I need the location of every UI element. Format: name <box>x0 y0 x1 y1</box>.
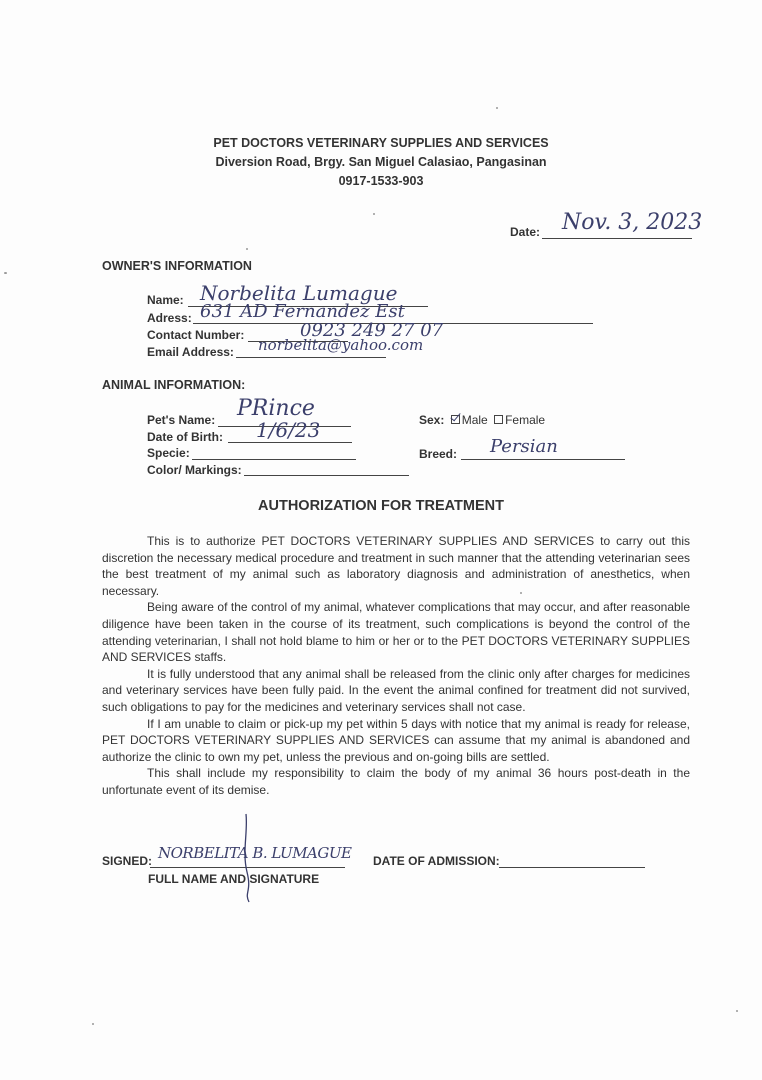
owner-address-value[interactable]: 631 AD Fernandez Est <box>200 301 405 322</box>
date-value[interactable]: Nov. 3, 2023 <box>562 210 703 235</box>
owner-contact-value[interactable]: 0923 249 27 07 <box>300 320 444 341</box>
scan-speck <box>373 213 375 215</box>
pet-name-label: Pet's Name: <box>147 413 216 427</box>
owner-name-value[interactable]: Norbelita Lumague <box>200 281 398 305</box>
authorization-paragraph: It is fully understood that any animal shall be released from the clinic only after charges for medicines and veterinary services have been fully paid. In the event the animal confined for treatment did not survived, such obligations to pay for the medicines and veterinary services shall not case. <box>102 666 690 714</box>
owner-name-label: Name: <box>147 293 184 307</box>
breed-value[interactable]: Persian <box>490 436 558 457</box>
dob-line <box>228 442 352 443</box>
sex-female-checkbox[interactable] <box>494 415 503 424</box>
scan-speck <box>92 1023 94 1025</box>
admission-line <box>499 867 645 868</box>
signed-label: SIGNED: <box>102 854 153 868</box>
scan-speck <box>4 272 7 274</box>
owner-email-label: Email Address: <box>147 345 234 359</box>
owner-email-line <box>236 357 386 358</box>
authorization-paragraph: This shall include my responsibility to claim the body of my animal 36 hours post-death in the unfortunate event of its demise. <box>102 766 690 797</box>
authorization-paragraph: If I am unable to claim or pick-up my pet within 5 days with notice that my animal is ready for release, PET DOCTORS VETERINARY SUPPLIES AND SERVICES can assume that my animal is abandoned and authorize the clinic to own my pet, unless the previous and on-going bills are settled. <box>102 716 690 764</box>
specie-label: Specie: <box>147 446 190 460</box>
sex-female-label: Female <box>505 413 546 427</box>
dob-value[interactable]: 1/6/23 <box>256 418 321 442</box>
clinic-phone: 0917-1533-903 <box>338 174 424 188</box>
breed-line <box>461 459 625 460</box>
pet-name-value[interactable]: PRince <box>237 396 315 421</box>
sex-male-checkbox[interactable] <box>451 415 460 424</box>
breed-label: Breed: <box>419 447 458 461</box>
signature-flourish <box>236 812 256 904</box>
admission-label: DATE OF ADMISSION: <box>373 854 500 868</box>
scan-speck <box>736 1010 738 1012</box>
color-line <box>244 475 409 476</box>
clinic-address: Diversion Road, Brgy. San Miguel Calasiao, Pangasinan <box>215 155 547 169</box>
date-label: Date: <box>510 225 541 239</box>
clinic-name: PET DOCTORS VETERINARY SUPPLIES AND SERVICES <box>213 136 549 150</box>
owner-email-value[interactable]: norbelita@yahoo.com <box>258 336 424 354</box>
signature-value[interactable]: NORBELITA B. LUMAGUE <box>158 844 352 862</box>
dob-label: Date of Birth: <box>147 430 223 444</box>
sex-label: Sex: <box>419 413 445 427</box>
sex-field <box>419 413 545 427</box>
authorization-paragraph: Being aware of the control of my animal, whatever complications that may occur, and after reasonable diligence have been taken in the course of its treatment, such complications is beyond the control of the attending veterinarian, I shall not hold blame to him or her or to the PET DOCTORS VETERINARY SUPPLIES AND SERVICES staffs. <box>102 600 690 665</box>
owner-address-label: Adress: <box>147 311 192 325</box>
animal-section-title: ANIMAL INFORMATION: <box>102 378 246 392</box>
authorization-body <box>102 533 690 799</box>
owner-contact-label: Contact Number: <box>147 328 245 342</box>
sex-male-label: Male <box>461 413 488 427</box>
scan-speck <box>246 248 248 250</box>
authorization-paragraph: This is to authorize PET DOCTORS VETERINARY SUPPLIES AND SERVICES to carry out this discretion the necessary medical procedure and treatment in such manner that the attending veterinarian sees the best treatment of my animal such as laboratory diagnosis and administration of anesthetics, when necessary. <box>102 534 690 598</box>
owner-section-title: OWNER'S INFORMATION <box>102 259 252 273</box>
signature-caption: FULL NAME AND SIGNATURE <box>148 872 320 886</box>
color-label: Color/ Markings: <box>147 463 242 477</box>
scan-speck <box>496 107 498 109</box>
specie-line <box>192 459 356 460</box>
authorization-title: AUTHORIZATION FOR TREATMENT <box>258 498 504 514</box>
scan-speck <box>520 592 522 594</box>
date-line <box>542 238 692 239</box>
